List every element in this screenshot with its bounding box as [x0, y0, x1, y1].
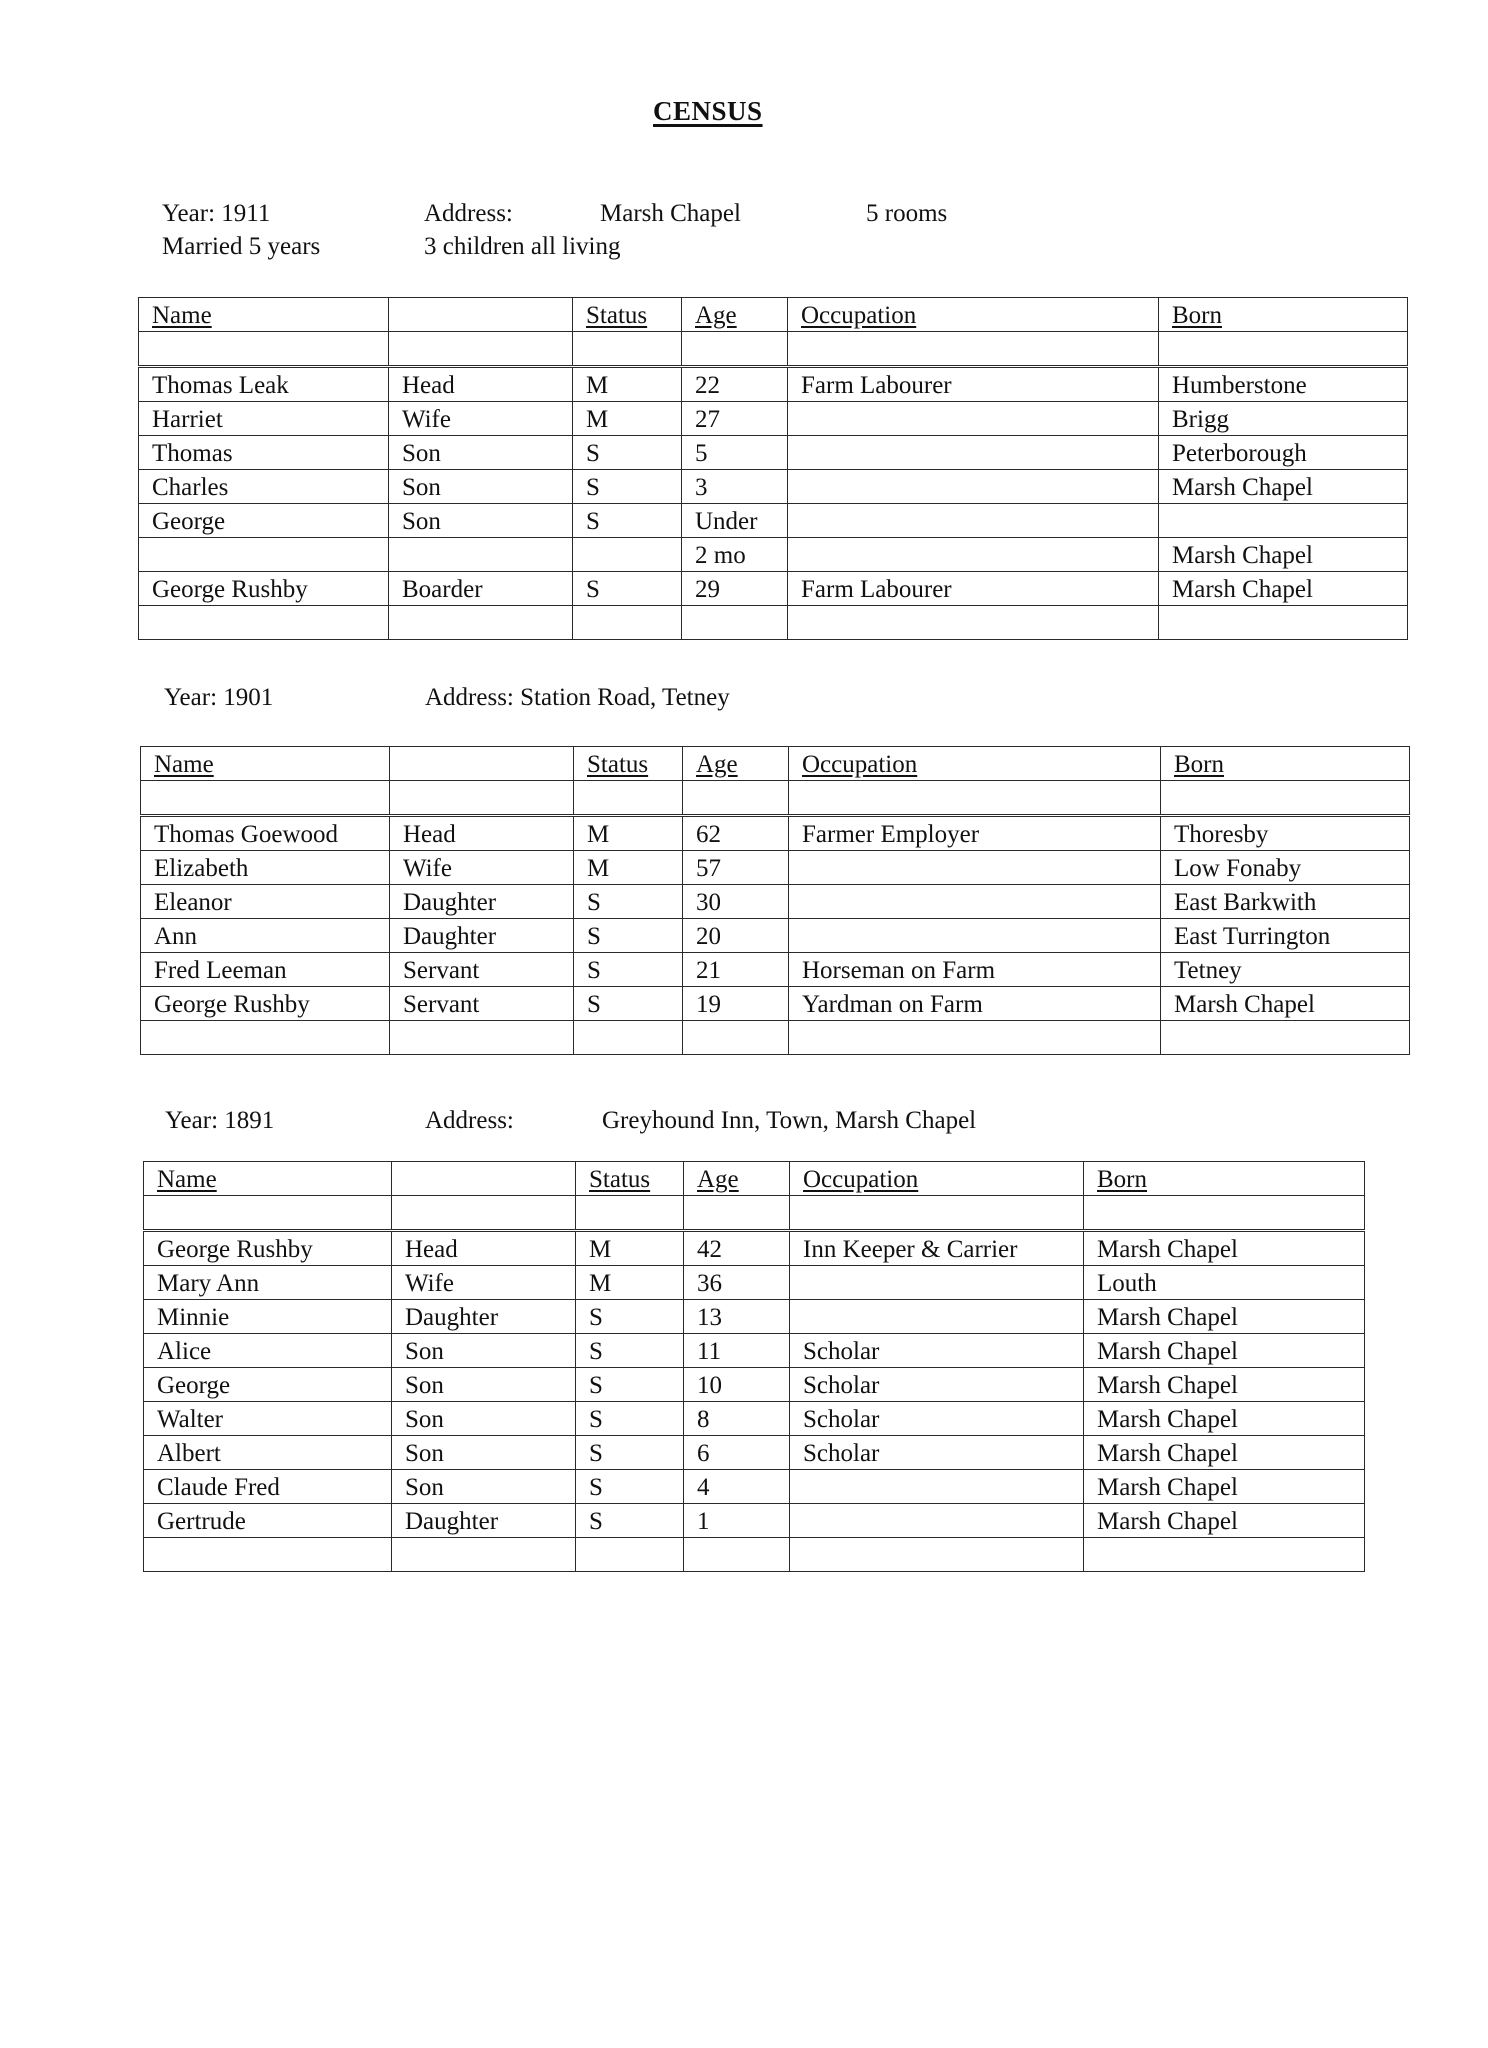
cell-born: Marsh Chapel: [1161, 987, 1410, 1021]
cell-occupation: [789, 851, 1161, 885]
address-1911-label: Address:: [424, 200, 513, 227]
cell-relation: Son: [392, 1368, 576, 1402]
table-blank-row: [144, 1538, 1365, 1572]
blank-cell: [574, 1021, 683, 1055]
cell-relation: Son: [389, 504, 573, 538]
blank-cell: [1084, 1538, 1365, 1572]
blank-cell: [683, 781, 789, 816]
year-1901-label: Year: 1901: [164, 684, 274, 711]
column-header-name: Name: [139, 298, 389, 332]
address-1901-value: Station Road, Tetney: [520, 684, 730, 711]
year-1911-label: Year: 1911: [162, 200, 271, 227]
table-row: [144, 1266, 1365, 1300]
table-header-row: [144, 1162, 1365, 1196]
cell-age: 27: [682, 402, 788, 436]
cell-status: S: [573, 470, 682, 504]
cell-relation: Head: [392, 1231, 576, 1266]
cell-status: S: [574, 919, 683, 953]
cell-born: East Turrington: [1161, 919, 1410, 953]
cell-name: George Rushby: [141, 987, 390, 1021]
cell-status: S: [574, 953, 683, 987]
cell-occupation: [788, 436, 1159, 470]
table-row: [144, 1300, 1365, 1334]
cell-occupation: Scholar: [790, 1334, 1084, 1368]
blank-cell: [574, 781, 683, 816]
cell-born: Marsh Chapel: [1159, 538, 1408, 572]
cell-status: S: [574, 885, 683, 919]
blank-cell: [684, 1196, 790, 1231]
blank-cell: [789, 781, 1161, 816]
cell-status: S: [573, 436, 682, 470]
rooms-1911: 5 rooms: [866, 200, 948, 227]
cell-name: Thomas Leak: [139, 367, 389, 402]
cell-born: Low Fonaby: [1161, 851, 1410, 885]
table-row: [139, 436, 1408, 470]
cell-occupation: Scholar: [790, 1402, 1084, 1436]
cell-age: 8: [684, 1402, 790, 1436]
address-1891-value: Greyhound Inn, Town, Marsh Chapel: [602, 1107, 977, 1134]
table-row: [139, 572, 1408, 606]
table-row: [139, 470, 1408, 504]
cell-occupation: [789, 885, 1161, 919]
cell-born: Brigg: [1159, 402, 1408, 436]
cell-status: S: [576, 1470, 684, 1504]
blank-cell: [1159, 606, 1408, 640]
column-header-relation: [392, 1162, 576, 1196]
cell-name: George: [139, 504, 389, 538]
cell-age: 1: [684, 1504, 790, 1538]
cell-name: Walter: [144, 1402, 392, 1436]
cell-relation: Son: [389, 436, 573, 470]
cell-age: 62: [683, 816, 789, 851]
table-row: [141, 885, 1410, 919]
blank-cell: [682, 606, 788, 640]
cell-name: Thomas: [139, 436, 389, 470]
cell-occupation: [788, 504, 1159, 538]
cell-relation: Wife: [390, 851, 574, 885]
cell-relation: [389, 538, 573, 572]
cell-name: Elizabeth: [141, 851, 390, 885]
blank-cell: [573, 332, 682, 367]
cell-status: S: [573, 504, 682, 538]
cell-relation: Wife: [392, 1266, 576, 1300]
blank-cell: [390, 1021, 574, 1055]
blank-cell: [141, 1021, 390, 1055]
table-row: [144, 1334, 1365, 1368]
blank-cell: [576, 1196, 684, 1231]
cell-status: M: [574, 851, 683, 885]
cell-age: Under: [682, 504, 788, 538]
cell-occupation: [788, 538, 1159, 572]
cell-age: 19: [683, 987, 789, 1021]
cell-relation: Head: [389, 367, 573, 402]
table-row: [139, 504, 1408, 538]
column-header-occupation: Occupation: [790, 1162, 1084, 1196]
blank-cell: [139, 332, 389, 367]
cell-status: S: [576, 1402, 684, 1436]
cell-occupation: [788, 402, 1159, 436]
column-header-age: Age: [683, 747, 789, 781]
blank-cell: [1161, 781, 1410, 816]
address-1901-label: Address:: [425, 684, 514, 711]
cell-relation: Son: [392, 1402, 576, 1436]
cell-born: Marsh Chapel: [1084, 1402, 1365, 1436]
cell-occupation: [790, 1504, 1084, 1538]
married-1911: Married 5 years: [162, 233, 321, 260]
cell-name: Thomas Goewood: [141, 816, 390, 851]
cell-status: M: [576, 1266, 684, 1300]
cell-age: 3: [682, 470, 788, 504]
blank-cell: [1159, 332, 1408, 367]
cell-born: Marsh Chapel: [1084, 1300, 1365, 1334]
cell-born: Marsh Chapel: [1084, 1368, 1365, 1402]
blank-cell: [790, 1196, 1084, 1231]
cell-relation: Daughter: [390, 919, 574, 953]
cell-born: Marsh Chapel: [1084, 1334, 1365, 1368]
column-header-status: Status: [573, 298, 682, 332]
blank-cell: [788, 606, 1159, 640]
cell-occupation: [788, 470, 1159, 504]
cell-status: S: [576, 1368, 684, 1402]
cell-name: Eleanor: [141, 885, 390, 919]
cell-born: Marsh Chapel: [1159, 470, 1408, 504]
blank-cell: [684, 1538, 790, 1572]
cell-relation: Son: [389, 470, 573, 504]
cell-status: S: [576, 1300, 684, 1334]
column-header-born: Born: [1161, 747, 1410, 781]
cell-relation: Daughter: [392, 1300, 576, 1334]
cell-age: 2 mo: [682, 538, 788, 572]
table-row: [139, 402, 1408, 436]
cell-age: 22: [682, 367, 788, 402]
cell-occupation: Horseman on Farm: [789, 953, 1161, 987]
column-header-relation: [390, 747, 574, 781]
blank-cell: [392, 1538, 576, 1572]
cell-born: East Barkwith: [1161, 885, 1410, 919]
cell-relation: Servant: [390, 987, 574, 1021]
cell-name: George Rushby: [139, 572, 389, 606]
table-blank-row: [139, 332, 1408, 367]
blank-cell: [1161, 1021, 1410, 1055]
column-header-occupation: Occupation: [788, 298, 1159, 332]
cell-name: Ann: [141, 919, 390, 953]
cell-relation: Servant: [390, 953, 574, 987]
cell-name: Charles: [139, 470, 389, 504]
page-title: CENSUS: [653, 96, 763, 126]
table-row: [139, 538, 1408, 572]
year-1891-label: Year: 1891: [165, 1107, 275, 1134]
blank-cell: [141, 781, 390, 816]
table-blank-row: [141, 781, 1410, 816]
cell-occupation: Yardman on Farm: [789, 987, 1161, 1021]
cell-name: Alice: [144, 1334, 392, 1368]
cell-name: [139, 538, 389, 572]
cell-born: Marsh Chapel: [1084, 1231, 1365, 1266]
cell-status: M: [574, 816, 683, 851]
cell-age: 21: [683, 953, 789, 987]
cell-age: 4: [684, 1470, 790, 1504]
blank-cell: [139, 606, 389, 640]
cell-born: Humberstone: [1159, 367, 1408, 402]
cell-born: Marsh Chapel: [1084, 1470, 1365, 1504]
table-blank-row: [144, 1196, 1365, 1231]
cell-occupation: [790, 1266, 1084, 1300]
table-row: [144, 1504, 1365, 1538]
blank-cell: [788, 332, 1159, 367]
cell-status: S: [573, 572, 682, 606]
blank-cell: [789, 1021, 1161, 1055]
cell-status: M: [576, 1231, 684, 1266]
cell-occupation: Scholar: [790, 1368, 1084, 1402]
cell-age: 30: [683, 885, 789, 919]
cell-occupation: [789, 919, 1161, 953]
cell-occupation: [790, 1470, 1084, 1504]
cell-age: 42: [684, 1231, 790, 1266]
blank-cell: [1084, 1196, 1365, 1231]
column-header-age: Age: [682, 298, 788, 332]
census-table-1901: [140, 746, 1410, 1055]
cell-status: [573, 538, 682, 572]
census-table-1911: [138, 297, 1408, 640]
blank-cell: [790, 1538, 1084, 1572]
blank-cell: [682, 332, 788, 367]
column-header-born: Born: [1159, 298, 1408, 332]
cell-relation: Daughter: [392, 1504, 576, 1538]
cell-born: Tetney: [1161, 953, 1410, 987]
children-1911: 3 children all living: [424, 233, 621, 260]
column-header-status: Status: [576, 1162, 684, 1196]
column-header-status: Status: [574, 747, 683, 781]
cell-relation: Son: [392, 1436, 576, 1470]
table-row: [144, 1368, 1365, 1402]
table-row: [139, 367, 1408, 402]
address-1911-value: Marsh Chapel: [600, 200, 741, 227]
cell-born: [1159, 504, 1408, 538]
column-header-born: Born: [1084, 1162, 1365, 1196]
table-row: [144, 1470, 1365, 1504]
cell-born: Louth: [1084, 1266, 1365, 1300]
column-header-occupation: Occupation: [789, 747, 1161, 781]
cell-occupation: Farmer Employer: [789, 816, 1161, 851]
cell-age: 20: [683, 919, 789, 953]
table-row: [144, 1402, 1365, 1436]
table-header-row: [141, 747, 1410, 781]
table-row: [144, 1436, 1365, 1470]
cell-age: 57: [683, 851, 789, 885]
cell-name: Minnie: [144, 1300, 392, 1334]
cell-relation: Wife: [389, 402, 573, 436]
cell-name: Mary Ann: [144, 1266, 392, 1300]
cell-name: Harriet: [139, 402, 389, 436]
table-row: [141, 953, 1410, 987]
column-header-name: Name: [141, 747, 390, 781]
cell-relation: Son: [392, 1334, 576, 1368]
cell-status: S: [576, 1504, 684, 1538]
table-row: [141, 987, 1410, 1021]
table-row: [144, 1231, 1365, 1266]
cell-status: S: [576, 1334, 684, 1368]
blank-cell: [390, 781, 574, 816]
blank-cell: [389, 606, 573, 640]
cell-name: George: [144, 1368, 392, 1402]
cell-age: 5: [682, 436, 788, 470]
census-table-1891: [143, 1161, 1365, 1572]
cell-born: Marsh Chapel: [1159, 572, 1408, 606]
table-blank-row: [141, 1021, 1410, 1055]
column-header-name: Name: [144, 1162, 392, 1196]
cell-status: M: [573, 367, 682, 402]
blank-cell: [144, 1538, 392, 1572]
cell-name: Albert: [144, 1436, 392, 1470]
cell-age: 10: [684, 1368, 790, 1402]
cell-occupation: Farm Labourer: [788, 367, 1159, 402]
column-header-relation: [389, 298, 573, 332]
cell-name: Claude Fred: [144, 1470, 392, 1504]
cell-born: Marsh Chapel: [1084, 1504, 1365, 1538]
cell-born: Marsh Chapel: [1084, 1436, 1365, 1470]
cell-name: Gertrude: [144, 1504, 392, 1538]
table-row: [141, 816, 1410, 851]
cell-occupation: Scholar: [790, 1436, 1084, 1470]
cell-born: Thoresby: [1161, 816, 1410, 851]
cell-name: George Rushby: [144, 1231, 392, 1266]
cell-age: 13: [684, 1300, 790, 1334]
cell-status: M: [573, 402, 682, 436]
cell-occupation: Farm Labourer: [788, 572, 1159, 606]
cell-relation: Son: [392, 1470, 576, 1504]
address-1901-row: [425, 683, 730, 713]
blank-cell: [573, 606, 682, 640]
cell-occupation: Inn Keeper & Carrier: [790, 1231, 1084, 1266]
cell-age: 36: [684, 1266, 790, 1300]
blank-cell: [389, 332, 573, 367]
cell-age: 29: [682, 572, 788, 606]
cell-age: 11: [684, 1334, 790, 1368]
blank-cell: [144, 1196, 392, 1231]
cell-age: 6: [684, 1436, 790, 1470]
cell-relation: Daughter: [390, 885, 574, 919]
cell-status: S: [574, 987, 683, 1021]
blank-cell: [392, 1196, 576, 1231]
table-row: [141, 851, 1410, 885]
cell-occupation: [790, 1300, 1084, 1334]
cell-relation: Boarder: [389, 572, 573, 606]
column-header-age: Age: [684, 1162, 790, 1196]
table-row: [141, 919, 1410, 953]
cell-born: Peterborough: [1159, 436, 1408, 470]
cell-status: S: [576, 1436, 684, 1470]
blank-cell: [576, 1538, 684, 1572]
cell-name: Fred Leeman: [141, 953, 390, 987]
address-1891-label: Address:: [425, 1107, 514, 1134]
table-header-row: [139, 298, 1408, 332]
blank-cell: [683, 1021, 789, 1055]
cell-relation: Head: [390, 816, 574, 851]
table-blank-row: [139, 606, 1408, 640]
